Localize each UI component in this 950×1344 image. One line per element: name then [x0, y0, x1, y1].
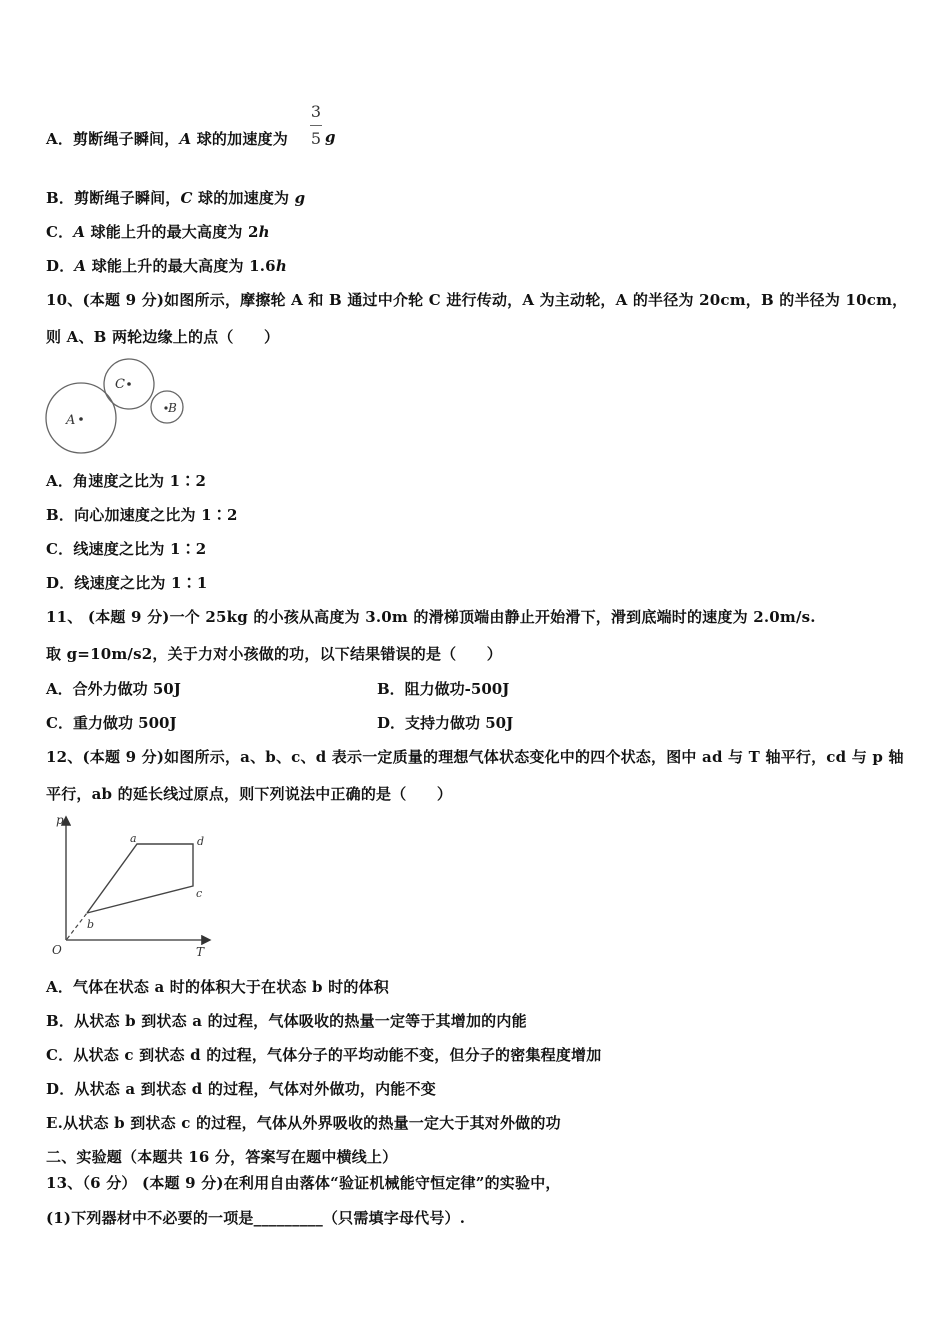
q12-option-d: D．从状态 a 到状态 d 的过程，气体对外做功，内能不变	[46, 1080, 436, 1098]
q9-b-g: g	[294, 189, 306, 207]
wheel-a-center	[79, 417, 83, 421]
q12-stem-line1: 12、(本题 9 分)如图所示，a、b、c、d 表示一定质量的理想气体状态变化中的四个状态，图中 ad 与 T 轴平行，cd 与 p 轴	[46, 748, 904, 766]
q10-option-c: C．线速度之比为 1∶2	[46, 540, 207, 558]
q10-stem-line1: 10、(本题 9 分)如图所示，摩擦轮 A 和 B 通过中介轮 C 进行传动，A 为主动轮，A 的半径为 20cm，B 的半径为 10cm，	[46, 291, 908, 309]
t-axis-label: T	[196, 945, 205, 959]
q11-stem-line1: 11、 (本题 9 分)一个 25kg 的小孩从高度为 3.0m 的滑梯顶端由静止开始滑下，滑到底端时的速度为 2.0m/s.	[46, 608, 816, 626]
q9-option-a	[46, 128, 288, 149]
q9-d-mid: 球能上升的最大高度为 1.6	[86, 257, 276, 275]
q13-stem: 13、（6 分） (本题 9 分)在利用自由落体“验证机械能守恒定律”的实验中，	[46, 1174, 561, 1192]
friction-wheels-figure	[40, 352, 190, 458]
q9-d-prefix: D．	[46, 257, 75, 275]
q11-option-c: C．重力做功 500J	[46, 714, 177, 732]
q12-option-c: C．从状态 c 到状态 d 的过程，气体分子的平均动能不变，但分子的密集程度增加	[46, 1046, 602, 1064]
q9-c-var: A	[73, 223, 86, 241]
q11-option-b: B．阻力做功-500J	[377, 680, 510, 698]
q9-option-c	[46, 221, 270, 242]
state-c-label: c	[196, 887, 203, 900]
q12-stem-line2: 平行，ab 的延长线过原点，则下列说法中正确的是（ ）	[46, 785, 453, 803]
state-a-label: a	[130, 832, 137, 845]
cycle-path	[87, 844, 193, 913]
q11-stem-line2: 取 g=10m/s2，关于力对小孩做的功，以下结果错误的是（ ）	[46, 645, 502, 663]
q9-option-b	[46, 187, 305, 208]
q9-a-mid: 球的加速度为	[191, 130, 288, 148]
q9-c-prefix: C．	[46, 223, 74, 241]
q9-d-h: h	[275, 257, 287, 275]
q11-option-d: D．支持力做功 50J	[377, 714, 514, 732]
q13-sub1: (1)下列器材中不必要的一项是_________（只需填字母代号）.	[46, 1209, 466, 1227]
wheel-b-center	[164, 406, 167, 409]
q9-a-var: A	[179, 130, 192, 148]
q9-c-h: h	[258, 223, 270, 241]
q11-option-a: A．合外力做功 50J	[46, 680, 181, 698]
section-2-title: 二、实验题（本题共 16 分，答案写在题中横线上）	[46, 1148, 398, 1166]
q9-d-var: A	[74, 257, 87, 275]
origin-label: O	[52, 943, 62, 957]
state-b-label: b	[87, 918, 95, 931]
q12-option-a: A．气体在状态 a 时的体积大于在状态 b 时的体积	[46, 978, 389, 996]
q9-c-mid: 球能上升的最大高度为 2	[85, 223, 259, 241]
q9-a-g	[325, 128, 336, 146]
q9-a-fraction-denominator: 5	[310, 129, 322, 148]
q9-a-fraction-numerator: 3	[310, 102, 322, 121]
q9-option-d	[46, 255, 287, 276]
wheel-c-center	[127, 382, 131, 386]
q12-option-b: B．从状态 b 到状态 a 的过程，气体吸收的热量一定等于其增加的内能	[46, 1012, 527, 1030]
q9-a-prefix: A．剪断绳子瞬间，	[46, 130, 180, 148]
p-axis-label: p	[56, 813, 64, 827]
state-d-label: d	[197, 835, 205, 848]
q9-a-g-text: g	[325, 128, 336, 146]
wheel-a-label: A	[66, 413, 76, 428]
q9-b-prefix: B．剪断绳子瞬间，	[46, 189, 181, 207]
q10-stem-line2: 则 A、B 两轮边缘上的点（ ）	[46, 328, 280, 346]
q9-b-var: C	[180, 189, 193, 207]
q9-b-mid: 球的加速度为	[192, 189, 295, 207]
q10-option-d: D．线速度之比为 1∶1	[46, 574, 208, 592]
ab-extension-dashed	[67, 913, 87, 939]
q10-option-b: B．向心加速度之比为 1∶2	[46, 506, 238, 524]
q9-a-fraction-bar	[310, 125, 322, 126]
wheel-c-label: C	[115, 377, 125, 392]
wheel-b-label: B	[168, 401, 177, 415]
q10-option-a: A．角速度之比为 1∶2	[46, 472, 207, 490]
pt-diagram-figure	[44, 810, 219, 960]
q12-option-e: E.从状态 b 到状态 c 的过程，气体从外界吸收的热量一定大于其对外做的功	[46, 1114, 561, 1132]
